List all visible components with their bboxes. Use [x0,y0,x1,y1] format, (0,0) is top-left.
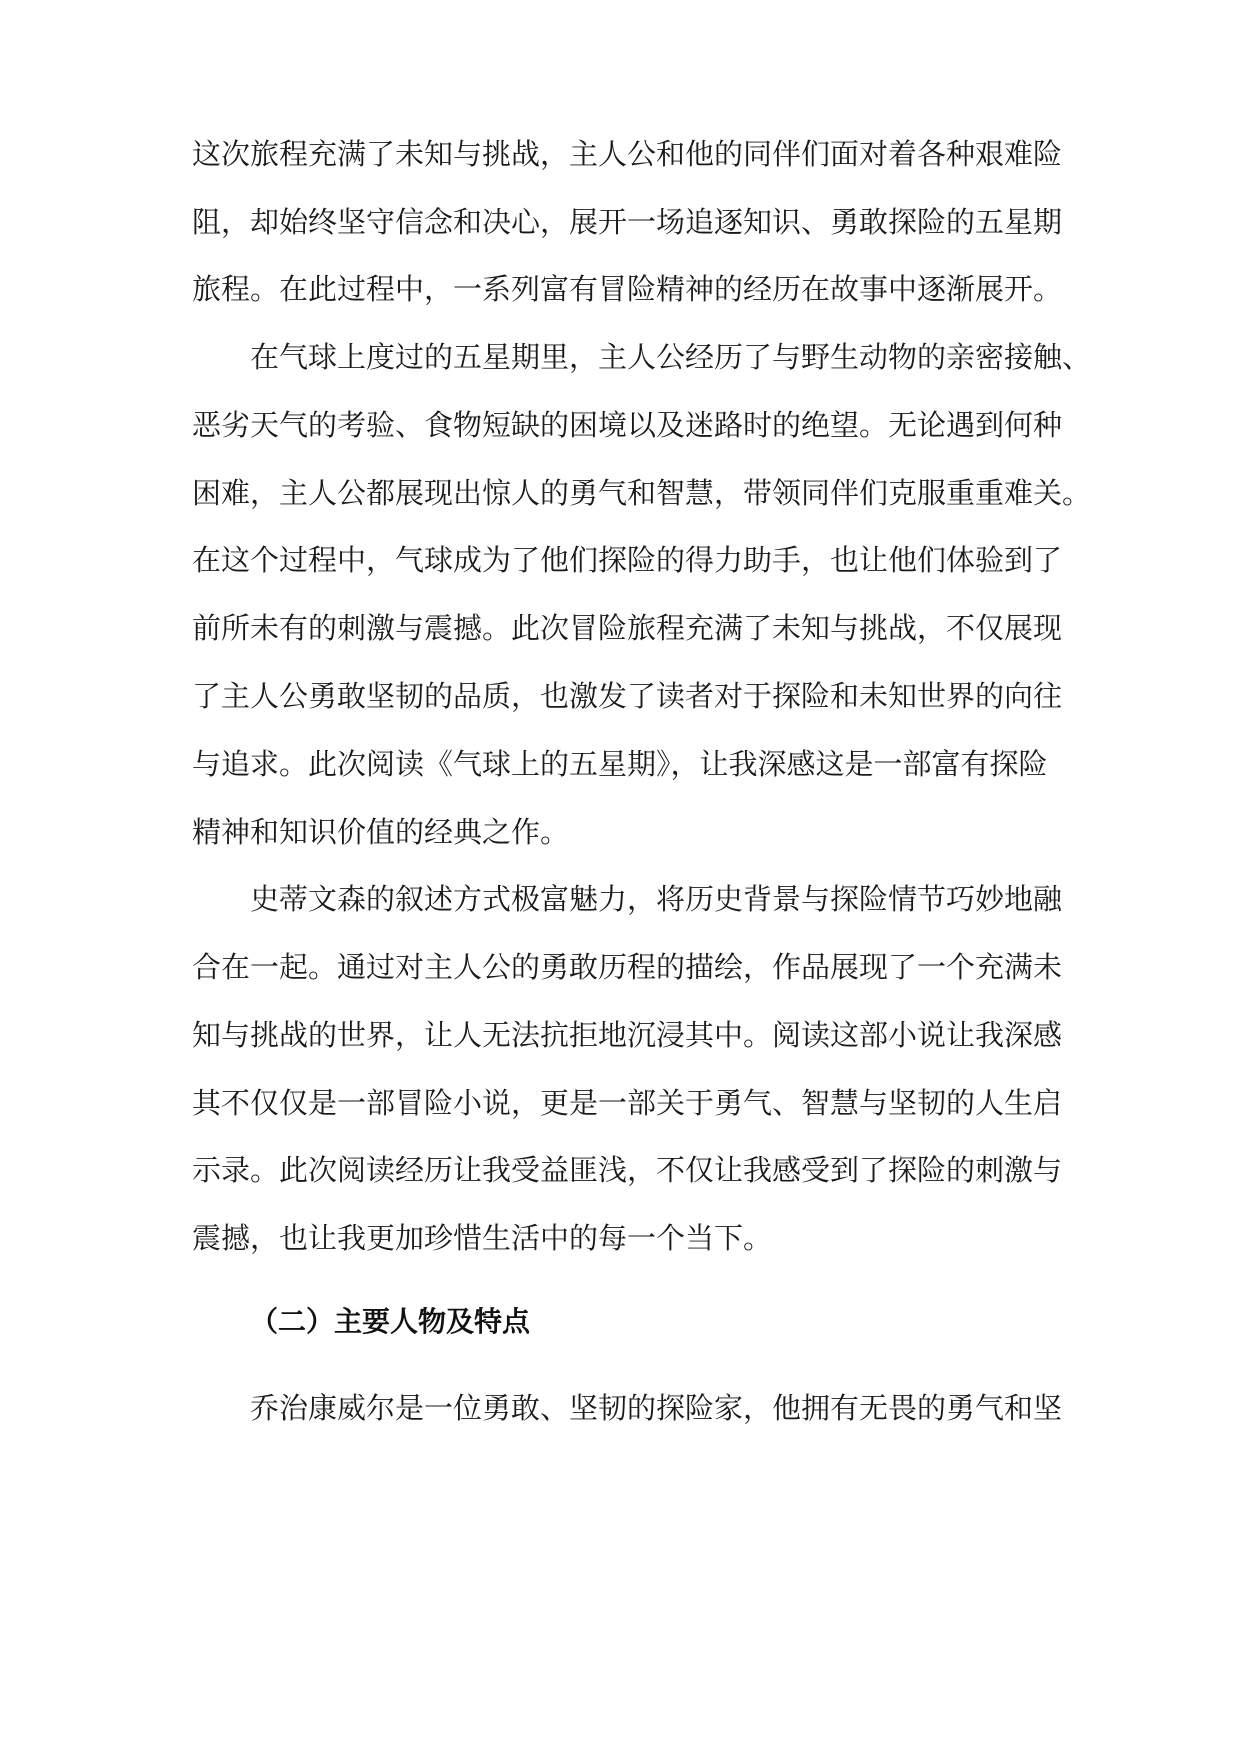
paragraph-2-line-5: 前所未有的刺激与震撼。此次冒险旅程充满了未知与挑战，不仅展现 [192,611,1063,645]
paragraph-1-line-3: 旅程。在此过程中，一系列富有冒险精神的经历在故事中逐渐展开。 [192,272,1063,306]
paragraph-3-line-6: 震撼，也让我更加珍惜生活中的每一个当下。 [192,1221,773,1255]
paragraph-3-line-3: 知与挑战的世界，让人无法抗拒地沉浸其中。阅读这部小说让我深感 [192,1018,1063,1052]
paragraph-2-line-7: 与追求。此次阅读《气球上的五星期》，让我深感这是一部富有探险 [192,747,1048,781]
paragraph-3-line-4: 其不仅仅是一部冒险小说，更是一部关于勇气、智慧与坚韧的人生启 [192,1086,1063,1120]
paragraph-4-line-1: 乔治康威尔是一位勇敢、坚韧的探险家，他拥有无畏的勇气和坚 [250,1391,1063,1425]
paragraph-2-line-3: 困难，主人公都展现出惊人的勇气和智慧，带领同伴们克服重重难关。 [192,476,1092,510]
paragraph-2-line-8: 精神和知识价值的经典之作。 [192,815,570,849]
paragraph-3-line-5: 示录。此次阅读经历让我受益匪浅，不仅让我感受到了探险的刺激与 [192,1153,1063,1187]
paragraph-3-line-2: 合在一起。通过对主人公的勇敢历程的描绘，作品展现了一个充满未 [192,950,1063,984]
section-heading: （二）主要人物及特点 [250,1305,531,1338]
paragraph-2-line-6: 了主人公勇敢坚韧的品质，也激发了读者对于探险和未知世界的向往 [192,679,1063,713]
paragraph-3-line-1: 史蒂文森的叙述方式极富魅力，将历史背景与探险情节巧妙地融 [250,882,1063,916]
paragraph-2-line-2: 恶劣天气的考验、食物短缺的困境以及迷路时的绝望。无论遇到何种 [192,408,1063,442]
paragraph-1-line-1: 这次旅程充满了未知与挑战，主人公和他的同伴们面对着各种艰难险 [192,137,1063,171]
paragraph-1-line-2: 阻，却始终坚守信念和决心，展开一场追逐知识、勇敢探险的五星期 [192,205,1063,239]
paragraph-2-line-4: 在这个过程中，气球成为了他们探险的得力助手，也让他们体验到了 [192,543,1063,577]
paragraph-2-line-1: 在气球上度过的五星期里，主人公经历了与野生动物的亲密接触、 [250,340,1092,374]
